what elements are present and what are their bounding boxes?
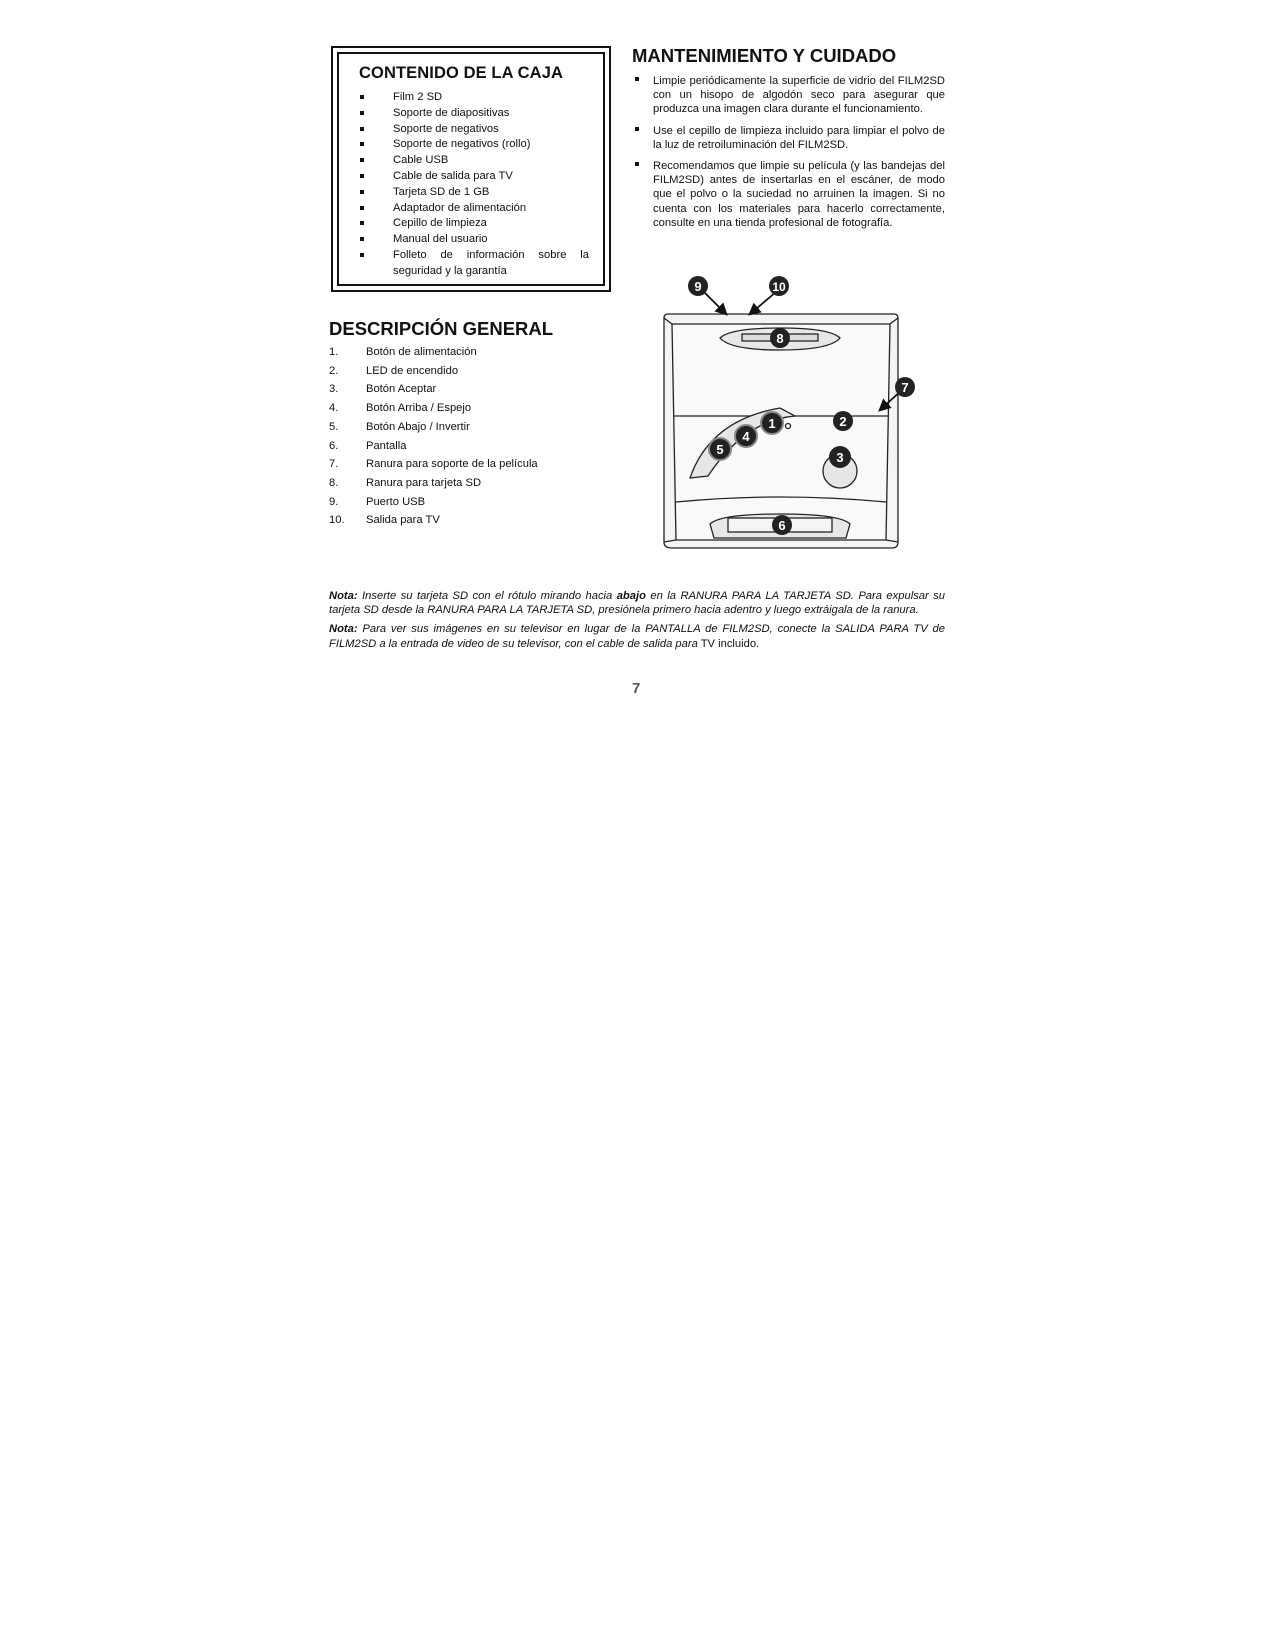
list-item [357,153,589,169]
callout-4 [735,425,757,447]
list-item [329,437,609,456]
bullet-square-icon [360,174,364,178]
bullet-square-icon [360,127,364,131]
callout-6 [772,515,792,535]
svg-text:10: 10 [772,280,786,294]
box-contents-inner-frame [337,52,605,286]
list-item-text: Puerto USB [366,495,426,508]
callout-7 [895,377,915,397]
list-item [357,106,589,122]
note-tv-output [329,622,945,650]
list-item [357,201,589,217]
list-item-text: Soporte de negativos [393,122,499,135]
callout-10 [769,276,789,296]
list-item-number: 2. [329,364,339,377]
bullet-square-icon [360,237,364,241]
list-item [357,185,589,201]
list-item [634,74,945,117]
note-emphasis: abajo [616,590,646,602]
note-text: TV incluido. [697,637,760,650]
list-item-number: 5. [329,420,339,433]
bullet-square-icon [360,206,364,210]
svg-text:5: 5 [716,442,724,457]
bullet-square-icon [360,111,364,115]
bullet-square-icon [360,142,364,146]
bullet-square-icon [360,253,364,257]
svg-text:7: 7 [901,380,909,395]
list-item-text: Salida para TV [366,514,440,527]
svg-text:8: 8 [776,331,784,346]
list-item [357,248,589,280]
scanner-body [664,314,898,548]
list-item [329,399,609,418]
note-label: Nota: [329,590,358,602]
list-item-text: Pantalla [366,439,407,452]
list-item [357,216,589,232]
maintenance-list [634,74,945,237]
list-item [357,232,589,248]
list-item [329,343,609,362]
list-item-text: Botón Arriba / Espejo [366,402,472,415]
list-item-text: Tarjeta SD de 1 GB [393,185,490,198]
list-item-text: Botón de alimentación [366,346,477,358]
list-item-number: 8. [329,476,339,489]
list-item-number: 9. [329,495,339,508]
note-text: en la RANURA PARA LA TARJETA SD. Para expulsar su tarjeta SD desde la RANURA PARA LA TARJETA SD, presiónela primero hacia adentro y luego extráigala de la ranura. [329,590,945,617]
callout-2 [833,411,853,431]
list-item [329,474,609,493]
list-item [357,137,589,153]
list-item-number: 6. [329,439,339,452]
list-item-text: Recomendamos que limpie su película (y las bandejas del FILM2SD) antes de insertarlas en el escáner, de modo que el polvo o la suciedad no arruinen la imagen. Si no cuenta con los materiales para hacerlo correctamente, consulte en una tienda profesional de fotografía. [653,160,945,229]
list-item-text: Soporte de negativos (rollo) [393,138,531,151]
overview-list [329,343,609,530]
svg-text:2: 2 [839,414,847,429]
bullet-square-icon [635,127,639,131]
list-item [357,169,589,185]
callout-1 [761,412,783,434]
list-item [329,380,609,399]
list-item-text: Limpie periódicamente la superficie de vidrio del FILM2SD con un hisopo de algodón seco para asegurar que produzca una imagen clara durante el funcionamiento. [653,75,945,116]
bullet-square-icon [635,162,639,166]
box-contents-title: CONTENIDO DE LA CAJA [359,64,563,82]
list-item-text: Cepillo de limpieza [393,217,487,230]
callout-5 [709,438,731,460]
list-item [329,455,609,474]
list-item-text: Cable de salida para TV [393,169,513,182]
list-item-text: LED de encendido [366,364,459,377]
list-item-text: Manual del usuario [393,233,488,246]
bullet-square-icon [360,190,364,194]
list-item-number: 4. [329,402,339,415]
scanner-diagram [650,270,950,570]
box-contents-panel [331,46,611,292]
list-item [357,122,589,138]
note-label: Nota: [329,623,358,636]
svg-text:6: 6 [778,518,786,533]
list-item [329,493,609,512]
list-item [357,90,589,106]
list-item [329,511,609,530]
callout-3 [829,446,851,468]
bullet-square-icon [360,158,364,162]
list-item-number: 7. [329,458,339,471]
svg-text:1: 1 [768,416,776,431]
note-sd-card [329,589,945,617]
list-item [329,418,609,437]
list-item-number: 10. [329,514,345,527]
bullet-square-icon [635,77,639,81]
list-item-number: 3. [329,383,339,396]
svg-text:3: 3 [836,450,844,465]
notes-section [329,589,945,656]
list-item [329,362,609,381]
callout-9 [688,276,708,296]
list-item-text: Cable USB [393,154,449,167]
svg-text:9: 9 [694,279,702,294]
list-item-text: Ranura para tarjeta SD [366,476,482,489]
list-item-text: Botón Aceptar [366,383,437,396]
list-item-text: Botón Abajo / Invertir [366,420,470,433]
list-item-text: Film 2 SD [393,91,443,103]
maintenance-title: MANTENIMIENTO Y CUIDADO [632,45,897,66]
box-contents-list [357,90,589,280]
list-item-text: Soporte de diapositivas [393,106,510,119]
overview-title: DESCRIPCIÓN GENERAL [329,318,554,339]
list-item [634,124,945,152]
bullet-square-icon [360,95,364,99]
list-item-text: Use el cepillo de limpieza incluido para limpiar el polvo de la luz de retroiluminación del FILM2SD. [653,124,945,151]
bullet-square-icon [360,221,364,225]
callout-8 [770,328,790,348]
note-text: Inserte su tarjeta SD con el rótulo mirando hacia [357,590,617,602]
list-item-text: Ranura para soporte de la película [366,458,538,471]
list-item-number: 1. [329,346,339,358]
note-text: Para ver sus imágenes en su televisor en lugar de la PANTALLA de FILM2SD, conecte la SALIDA PARA TV de FILM2SD a la entrada de video de su televisor, con el cable de salida para [329,623,945,650]
svg-text:4: 4 [742,429,750,444]
list-item-text: Adaptador de alimentación [393,201,527,214]
page-number: 7 [632,680,641,697]
list-item [634,159,945,230]
list-item-text: Folleto de información sobre la seguridad y la garantía [393,248,589,277]
